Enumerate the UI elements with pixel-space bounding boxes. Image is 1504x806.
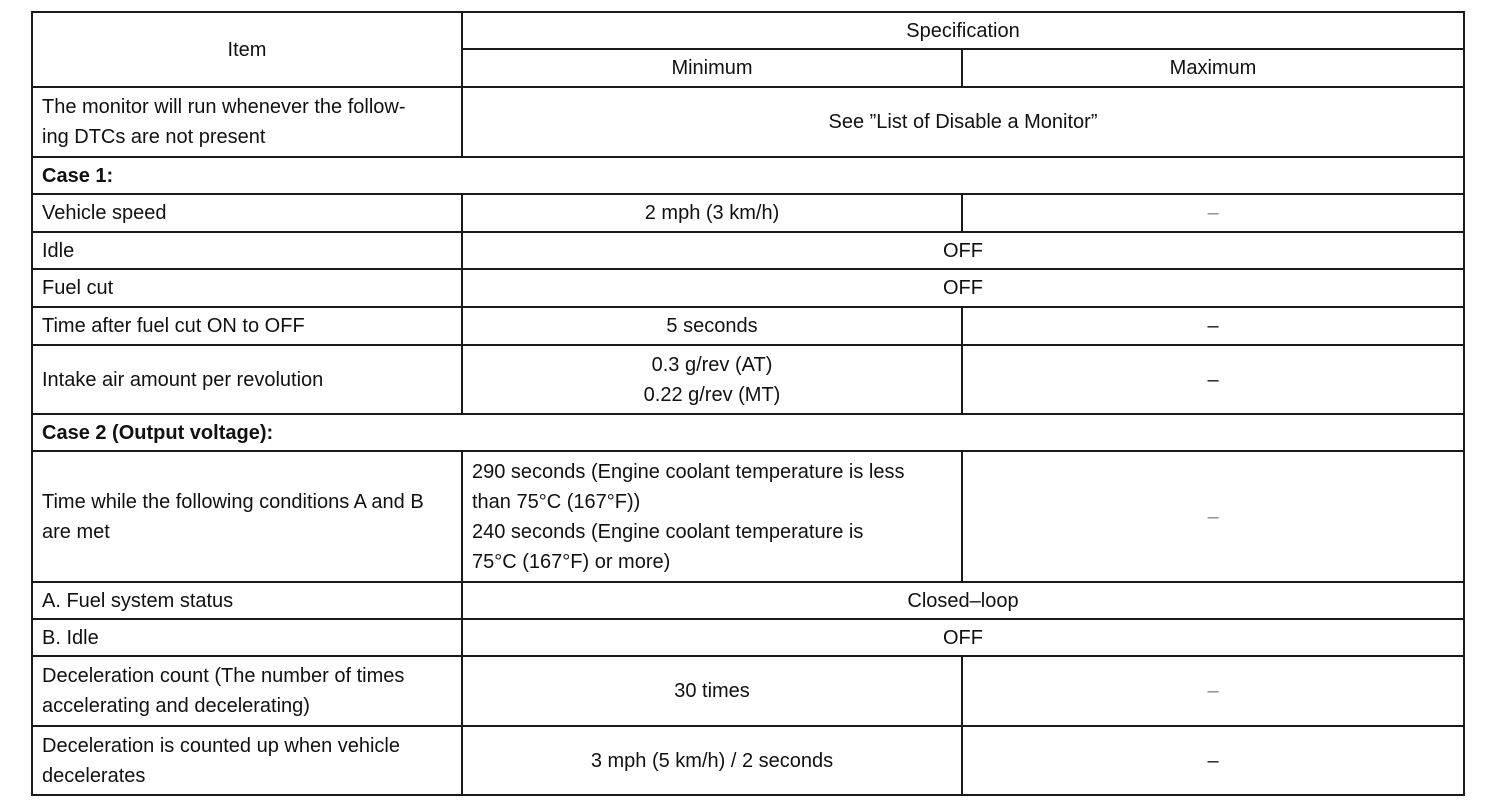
fuel-system-status-item: A. Fuel system status xyxy=(32,582,462,619)
header-specification: Specification xyxy=(462,12,1464,49)
case2-label: Case 2 (Output voltage): xyxy=(32,414,1464,451)
monitor-item-cell xyxy=(32,87,462,157)
table-row-idle xyxy=(32,232,1464,269)
time-after-fuel-cut-min: 5 seconds xyxy=(462,307,962,345)
time-conditions-min-cell xyxy=(462,451,962,582)
header-maximum: Maximum xyxy=(962,49,1464,87)
time-after-fuel-cut-item: Time after fuel cut ON to OFF xyxy=(32,307,462,345)
table-row-time-after-fuel-cut xyxy=(32,307,1464,345)
intake-air-min-cell xyxy=(462,345,962,414)
time-after-fuel-cut-max: – xyxy=(962,307,1464,345)
decel-count-min: 30 times xyxy=(462,656,962,726)
b-idle-spec: OFF xyxy=(462,619,1464,656)
specification-table xyxy=(31,11,1465,796)
table-row-fuel-cut xyxy=(32,269,1464,307)
monitor-spec: See ”List of Disable a Monitor” xyxy=(462,87,1464,157)
table-row-case1 xyxy=(32,157,1464,194)
intake-air-min-mt: 0.22 g/rev (MT) xyxy=(643,383,781,406)
time-conditions-item: Time while the following conditions A and B are met xyxy=(32,451,462,582)
fuel-cut-item: Fuel cut xyxy=(32,269,462,307)
table-header-row xyxy=(32,12,1464,49)
table-row-monitor xyxy=(32,87,1464,157)
header-item: Item xyxy=(32,12,462,87)
time-conditions-min-line2: than 75°C (167°F)) xyxy=(472,490,641,513)
time-conditions-min-line1: 290 seconds (Engine coolant temperature is less xyxy=(472,460,905,483)
idle-spec: OFF xyxy=(462,232,1464,269)
time-conditions-min-line4: 75°C (167°F) or more) xyxy=(472,550,671,573)
time-conditions-min-line3: 240 seconds (Engine coolant temperature is xyxy=(472,520,864,543)
vehicle-speed-min: 2 mph (3 km/h) xyxy=(462,194,962,232)
intake-air-max: – xyxy=(962,345,1464,414)
monitor-item-line2: ing DTCs are not present xyxy=(42,126,266,148)
fuel-system-status-spec: Closed–loop xyxy=(462,582,1464,619)
table-row-intake-air xyxy=(32,345,1464,414)
b-idle-item: B. Idle xyxy=(32,619,462,656)
decel-count-max: – xyxy=(962,656,1464,726)
table-row-decel-counted xyxy=(32,726,1464,795)
table-row-b-idle xyxy=(32,619,1464,656)
decel-counted-item: Deceleration is counted up when vehicle decelerates xyxy=(32,726,462,795)
table-row-decel-count xyxy=(32,656,1464,726)
decel-counted-min: 3 mph (5 km/h) / 2 seconds xyxy=(462,726,962,795)
intake-air-item: Intake air amount per revolution xyxy=(32,345,462,414)
fuel-cut-spec: OFF xyxy=(462,269,1464,307)
intake-air-min-at: 0.3 g/rev (AT) xyxy=(651,353,773,376)
table-row-vehicle-speed xyxy=(32,194,1464,232)
monitor-item-line1: The monitor will run whenever the follow- xyxy=(42,96,406,118)
table-row-fuel-system-status xyxy=(32,582,1464,619)
vehicle-speed-max: – xyxy=(962,194,1464,232)
table-row-time-conditions xyxy=(32,451,1464,582)
vehicle-speed-item: Vehicle speed xyxy=(32,194,462,232)
decel-counted-max: – xyxy=(962,726,1464,795)
time-conditions-max: – xyxy=(962,451,1464,582)
header-minimum: Minimum xyxy=(462,49,962,87)
case1-label: Case 1: xyxy=(32,157,1464,194)
table-row-case2 xyxy=(32,414,1464,451)
decel-count-item: Deceleration count (The number of times accelerating and decelerating) xyxy=(32,656,462,726)
idle-item: Idle xyxy=(32,232,462,269)
